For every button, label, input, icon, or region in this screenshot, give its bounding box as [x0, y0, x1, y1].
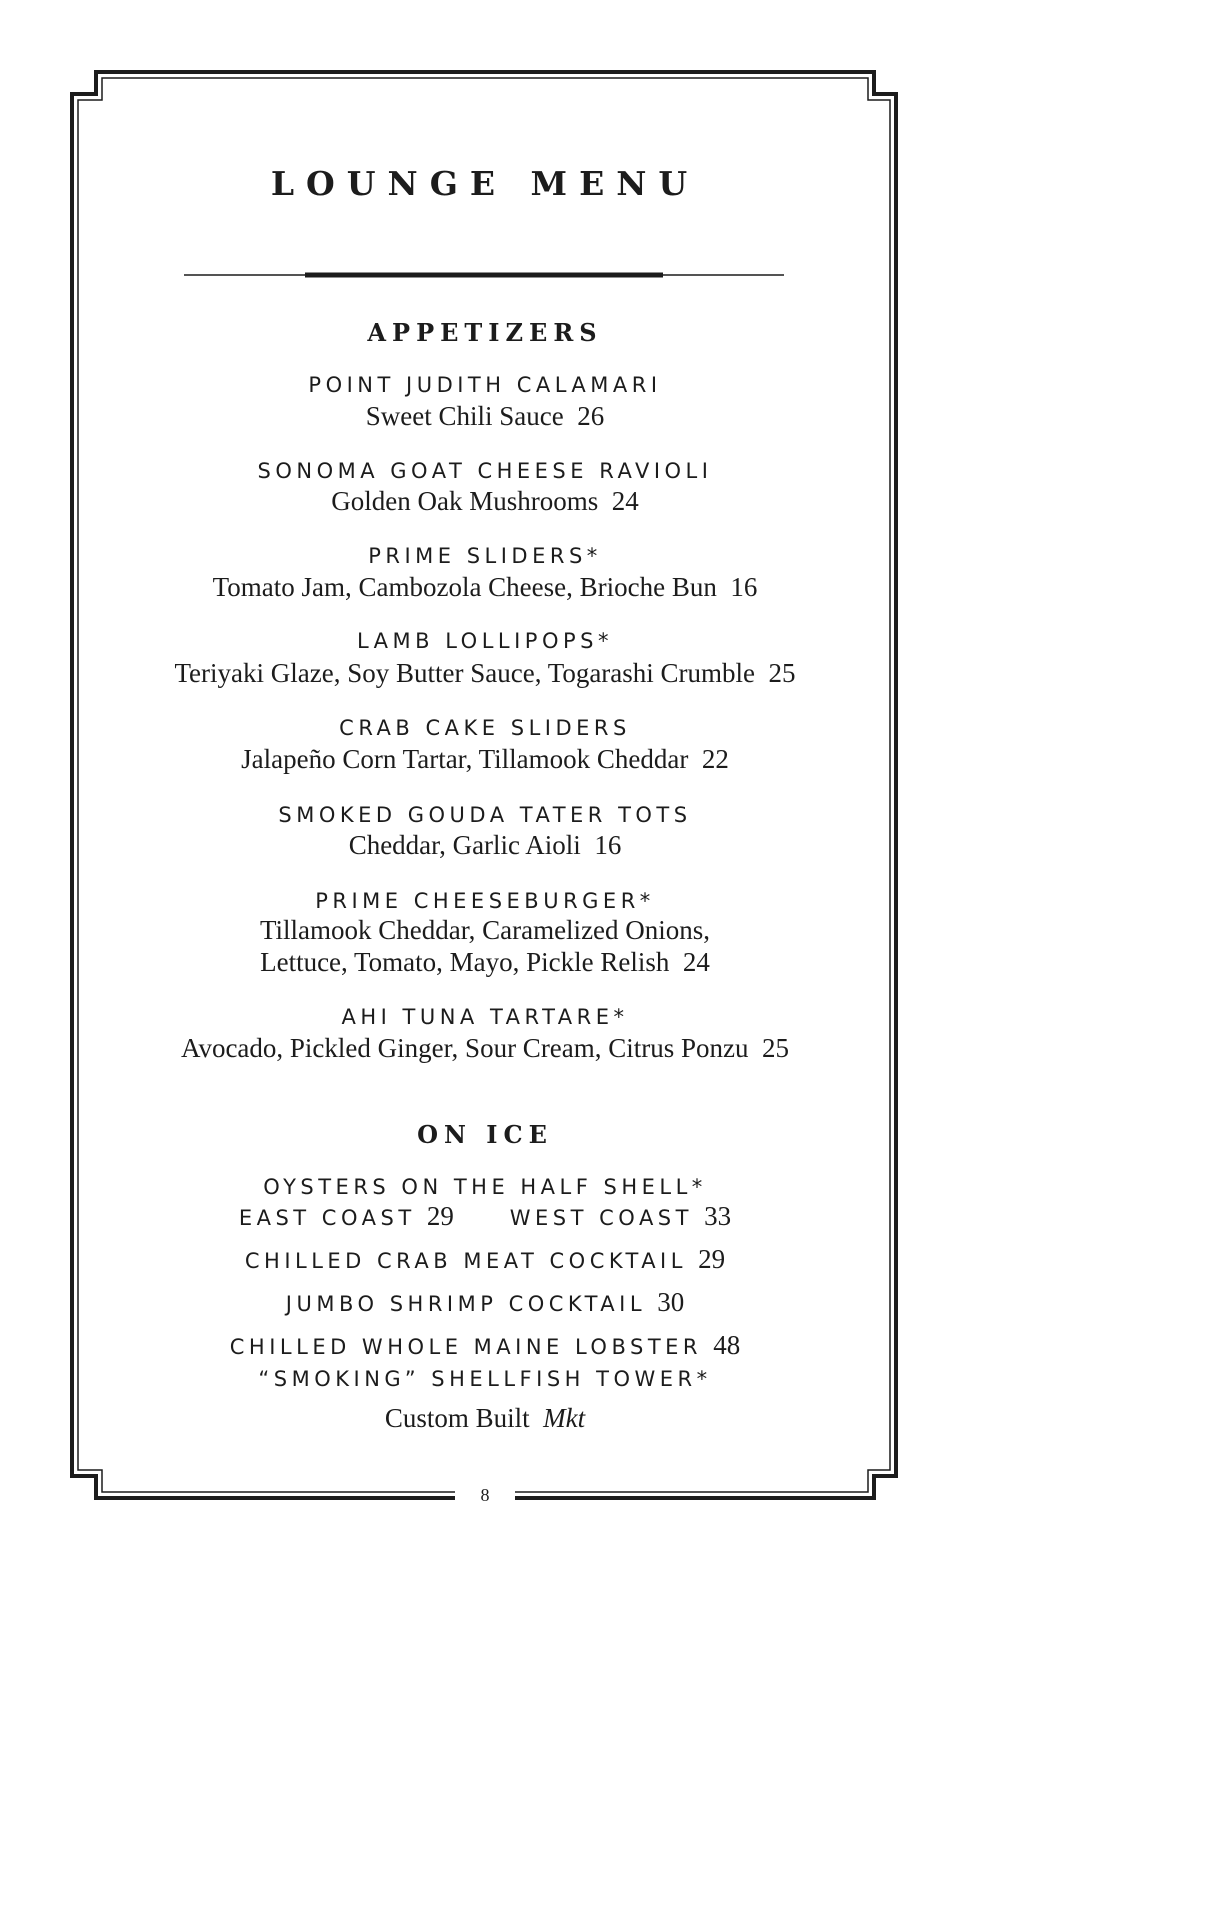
menu-item-desc: [0, 744, 970, 775]
menu-item-name: LAMB LOLLIPOPS*: [356, 629, 613, 653]
menu-item-price: 25: [762, 1033, 790, 1063]
section-heading-on-ice: ON ICE: [417, 1120, 553, 1149]
menu-item-name: OYSTERS ON THE HALF SHELL*: [263, 1175, 707, 1199]
menu-item-name: SMOKED GOUDA TATER TOTS: [278, 803, 692, 827]
menu-item-price: 30: [657, 1287, 685, 1317]
menu-item-name: CRAB CAKE SLIDERS: [339, 716, 631, 740]
menu-item-name: AHI TUNA TARTARE*: [341, 1005, 629, 1029]
section-heading-appetizers: APPETIZERS: [367, 318, 603, 347]
menu-item-name: “SMOKING” SHELLFISH TOWER*: [258, 1367, 712, 1391]
menu-item-desc-text: Golden Oak Mushrooms: [331, 486, 599, 516]
title-divider: [184, 268, 784, 282]
menu-item-desc: [0, 401, 970, 432]
menu-item-name: PRIME SLIDERS*: [368, 544, 602, 568]
menu-item-desc-text: Sweet Chili Sauce: [365, 401, 564, 431]
menu-item-desc-text: Lettuce, Tomato, Mayo, Pickle Relish: [260, 947, 670, 977]
menu-item-desc-text: Teriyaki Glaze, Soy Butter Sauce, Togarashi Crumble: [174, 658, 756, 688]
page-number: 8: [480, 1485, 490, 1505]
menu-item-desc: [0, 1033, 970, 1064]
menu-item-price: 16: [730, 572, 758, 602]
menu-item-name: [0, 1332, 970, 1360]
west-coast-label: WEST COAST: [509, 1206, 693, 1230]
menu-item-desc-text: Cheddar, Garlic Aioli: [348, 830, 581, 860]
menu-item-price: 24: [682, 947, 710, 977]
menu-item-price: Mkt: [543, 1403, 586, 1433]
menu-item-price: 26: [577, 401, 605, 431]
menu-item-price: 16: [594, 830, 622, 860]
east-coast-label: EAST COAST: [238, 1206, 416, 1230]
menu-item-desc: [0, 1403, 970, 1434]
menu-item-desc: [0, 830, 970, 861]
menu-item-desc: Tillamook Cheddar, Caramelized Onions,: [259, 915, 711, 945]
menu-item-name: PRIME CHEESEBURGER*: [315, 889, 655, 913]
menu-item-price: 22: [701, 744, 729, 774]
menu-item-desc-text: Jalapeño Corn Tartar, Tillamook Cheddar: [241, 744, 689, 774]
east-coast-price: 29: [426, 1201, 454, 1231]
west-coast-price: 33: [704, 1201, 732, 1231]
menu-item-name: [0, 1289, 970, 1317]
menu-item-desc: [0, 486, 970, 517]
menu-item-desc-text: Avocado, Pickled Ginger, Sour Cream, Citrus Ponzu: [180, 1033, 749, 1063]
menu-item-desc: [0, 658, 970, 689]
oyster-prices: [0, 1203, 970, 1231]
menu-item-name-text: JUMBO SHRIMP COCKTAIL: [285, 1292, 647, 1316]
menu-item-price: 25: [768, 658, 796, 688]
menu-item-desc: [0, 947, 970, 978]
page-title: LOUNGE MENU: [270, 164, 700, 203]
menu-item-price: 48: [713, 1330, 741, 1360]
menu-item-name-text: CHILLED WHOLE MAINE LOBSTER: [229, 1335, 703, 1359]
menu-item-name: POINT JUDITH CALAMARI: [308, 373, 662, 397]
menu-item-desc: [0, 572, 970, 603]
menu-item-name: SONOMA GOAT CHEESE RAVIOLI: [257, 459, 713, 483]
menu-item-name-text: CHILLED CRAB MEAT COCKTAIL: [244, 1249, 687, 1273]
menu-item-desc-text: Custom Built: [384, 1403, 530, 1433]
menu-item-price: 29: [698, 1244, 726, 1274]
menu-item-desc-text: Tomato Jam, Cambozola Cheese, Brioche Bun: [212, 572, 717, 602]
menu-item-price: 24: [611, 486, 639, 516]
menu-item-name: [0, 1246, 970, 1274]
